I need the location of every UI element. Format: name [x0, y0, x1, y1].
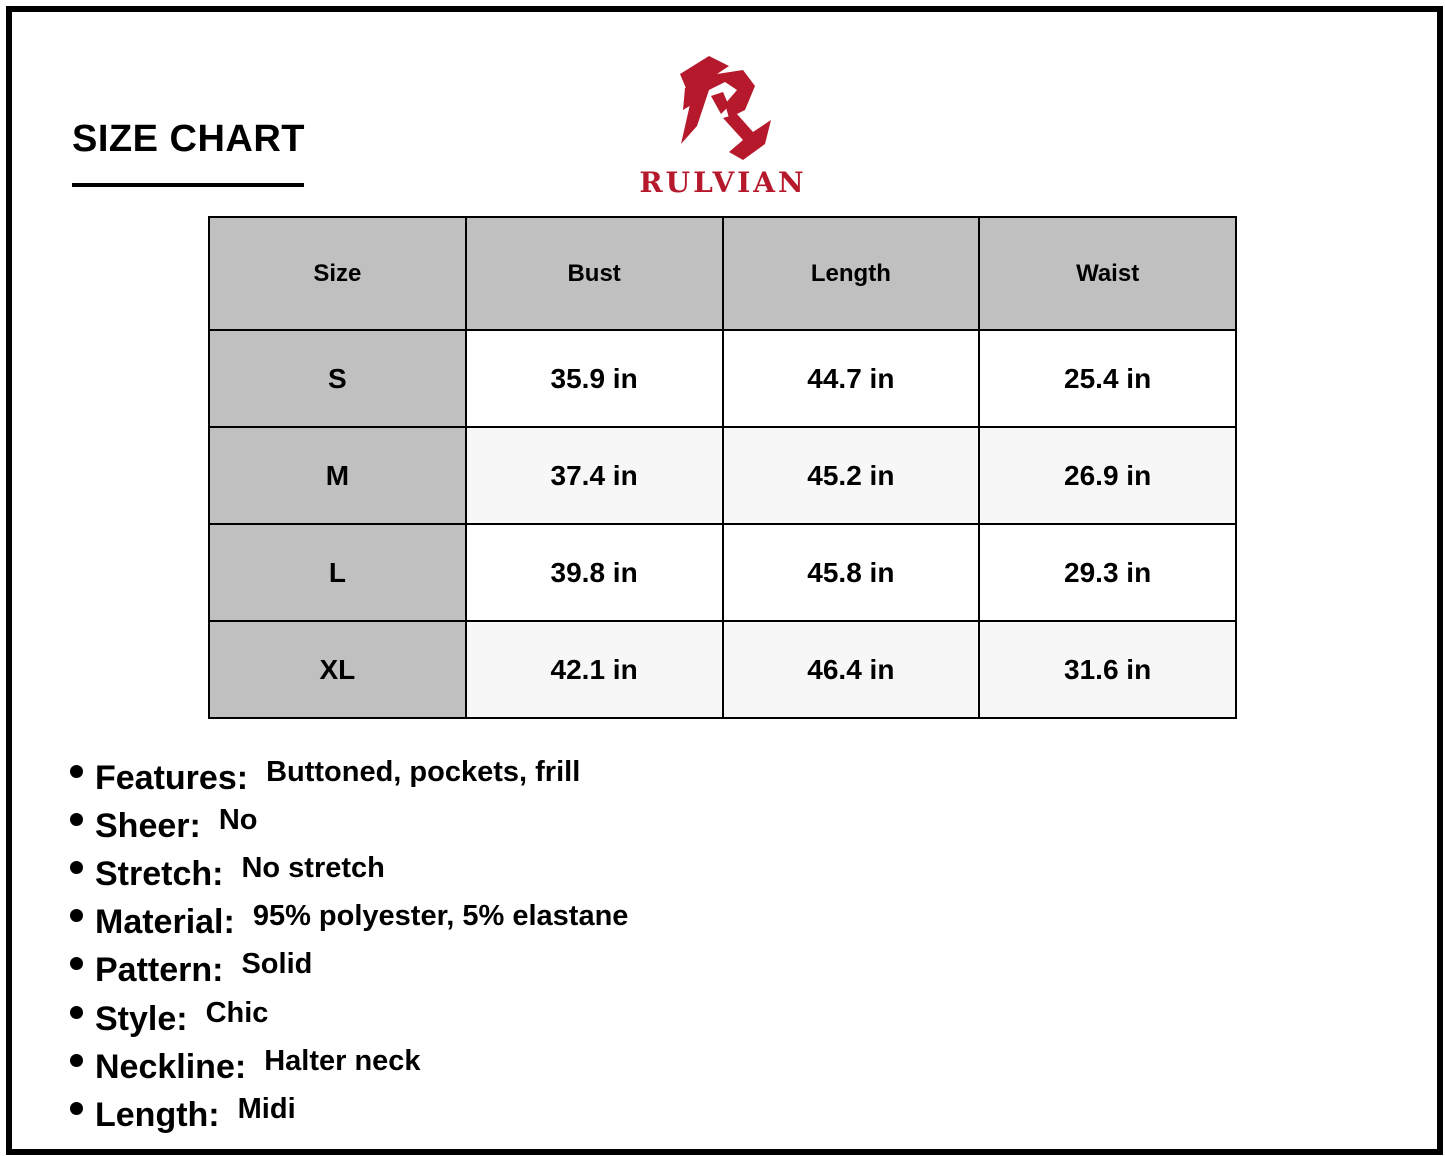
header-bust: Bust	[466, 217, 723, 330]
bullet-icon	[70, 909, 83, 922]
feature-label: Sheer:	[95, 806, 201, 845]
feature-label: Stretch:	[95, 854, 224, 893]
feature-value: Halter neck	[264, 1044, 421, 1077]
length-cell: 45.2 in	[723, 427, 980, 524]
bullet-icon	[70, 1006, 83, 1019]
title-underline	[72, 183, 304, 187]
list-item	[70, 798, 628, 846]
bullet-icon	[70, 1054, 83, 1067]
bust-cell: 42.1 in	[466, 621, 723, 718]
size-table	[208, 216, 1237, 719]
list-item	[70, 943, 628, 991]
feature-value: Buttoned, pockets, frill	[266, 755, 581, 788]
header-waist: Waist	[979, 217, 1236, 330]
feature-value: Midi	[237, 1092, 296, 1125]
size-cell: XL	[209, 621, 466, 718]
table-row	[209, 621, 1236, 718]
feature-label: Style:	[95, 999, 188, 1038]
feature-value: 95% polyester, 5% elastane	[252, 900, 629, 933]
page-title: SIZE CHART	[72, 118, 305, 160]
feature-label: Length:	[95, 1095, 220, 1134]
list-item	[70, 895, 628, 943]
feature-value: No stretch	[241, 851, 385, 884]
waist-cell: 26.9 in	[979, 427, 1236, 524]
bust-cell: 35.9 in	[466, 330, 723, 427]
header-size: Size	[209, 217, 466, 330]
table-row	[209, 330, 1236, 427]
bullet-icon	[70, 957, 83, 970]
feature-value: Chic	[205, 996, 269, 1029]
waist-cell: 29.3 in	[979, 524, 1236, 621]
feature-label: Neckline:	[95, 1047, 247, 1086]
header-length: Length	[723, 217, 980, 330]
size-cell: S	[209, 330, 466, 427]
feature-label: Material:	[95, 903, 235, 942]
list-item	[70, 991, 628, 1039]
bust-cell: 37.4 in	[466, 427, 723, 524]
waist-cell: 25.4 in	[979, 330, 1236, 427]
length-cell: 46.4 in	[723, 621, 980, 718]
table-header-row	[209, 217, 1236, 330]
feature-list	[70, 750, 628, 1136]
bullet-icon	[70, 813, 83, 826]
feature-value: No	[218, 803, 258, 836]
waist-cell: 31.6 in	[979, 621, 1236, 718]
length-cell: 44.7 in	[723, 330, 980, 427]
size-cell: M	[209, 427, 466, 524]
length-cell: 45.8 in	[723, 524, 980, 621]
bust-cell: 39.8 in	[466, 524, 723, 621]
list-item	[70, 1087, 628, 1135]
table-row	[209, 524, 1236, 621]
feature-value: Solid	[241, 948, 313, 981]
table-row	[209, 427, 1236, 524]
feature-label: Features:	[95, 758, 249, 797]
bullet-icon	[70, 861, 83, 874]
bullet-icon	[70, 1102, 83, 1115]
size-cell: L	[209, 524, 466, 621]
list-item	[70, 750, 628, 798]
brand-name: RULVIAN	[639, 166, 807, 199]
list-item	[70, 846, 628, 894]
list-item	[70, 1039, 628, 1087]
feature-label: Pattern:	[95, 951, 224, 990]
bullet-icon	[70, 765, 83, 778]
